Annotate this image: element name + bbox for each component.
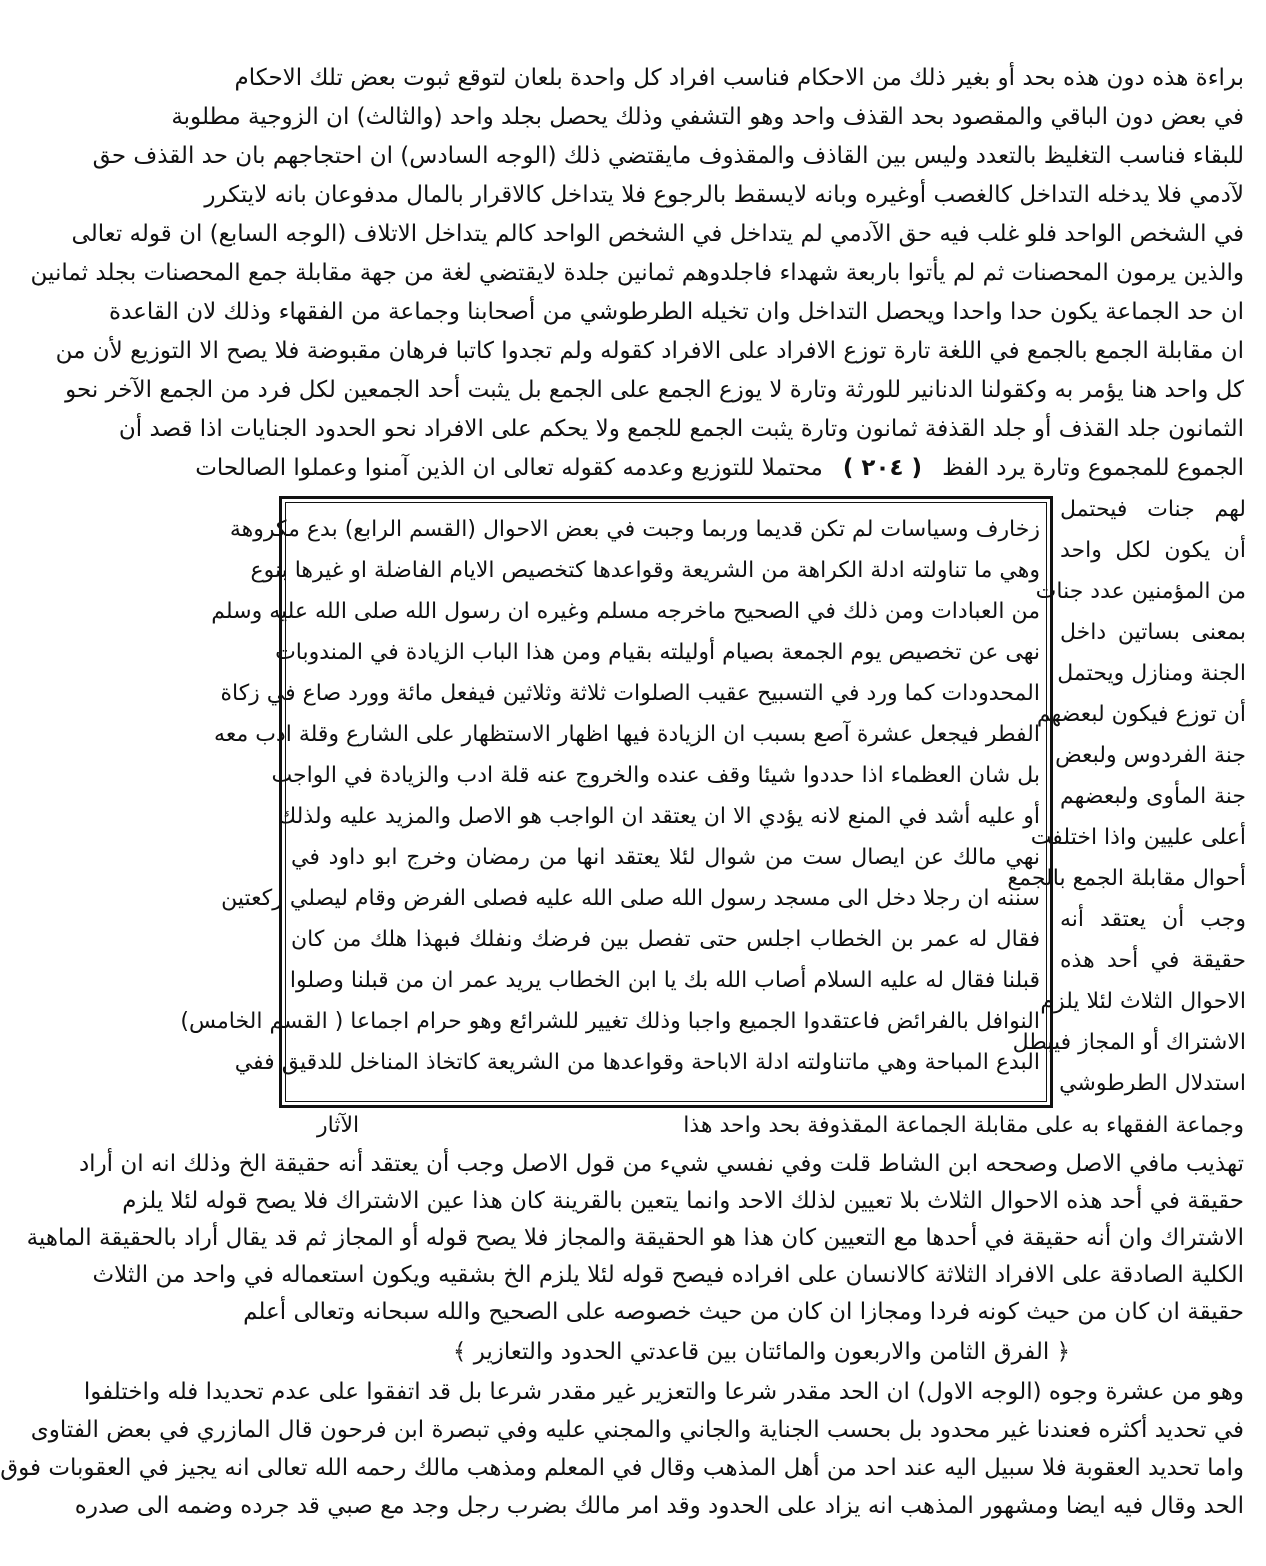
box-line: أو عليه أشد في المنع لانه يؤدي الا ان يعتقد ان الواجب هو الاصل والمزيد عليه ولذلك xyxy=(278,804,1040,829)
side-line: أعلى عليين واذا اختلفت xyxy=(1030,825,1246,850)
side-line: استدلال الطرطوشي xyxy=(1059,1071,1246,1096)
text-line: حقيقة في أحد هذه الاحوال الثلاث بلا تعيين لذلك الاحد وانما يتعين بالقرينة كان هذا عين الاشتراك فلا يصح قوله لئلا يلزم xyxy=(122,1188,1244,1214)
text-line: الثمانون جلد القذف أو جلد القذفة ثمانون وتارة يثبت الجمع للجمع ولا يحكم على الافراد نحو الحدود الجنايات اذا قصد أن xyxy=(118,416,1244,442)
side-line: حقيقة في أحد هذه xyxy=(1060,948,1246,973)
box-line: النوافل بالفرائض فاعتقدوا الجميع واجبا وذلك تغيير للشرائع وهو حرام اجماعا ( القسم الخامس) xyxy=(180,1009,1040,1034)
text-line: في الشخص الواحد فلو غلب فيه حق الآدمي لم يتداخل في الشخص الواحد كالم يتداخل الاتلاف (الوجه السابع) ان قوله تعالى xyxy=(71,221,1244,247)
side-line: من المؤمنين عدد جنات xyxy=(1035,579,1246,604)
continuation-word: الآثار xyxy=(317,1113,360,1138)
side-line: أحوال مقابلة الجمع بالجمع xyxy=(1007,866,1246,891)
side-line: الجنة ومنازل ويحتمل xyxy=(1057,661,1246,686)
text-line: لآدمي فلا يدخله التداخل كالغصب أوغيره وبانه لايسقط بالرجوع فلا يتداخل كالاقرار بالمال مدفوعان بانه لايتكرر xyxy=(204,182,1244,208)
box-line: الفطر فيجعل عشرة آصع بسبب ان الزيادة فيها اظهار الاستظهار على الشارع وقلة ادب معه xyxy=(214,722,1040,747)
side-line: أن يكون لكل واحد xyxy=(1060,538,1246,563)
box-line: نهي مالك عن ايصال ست من شوال لئلا يعتقد انها من رمضان وخرج ابو داود في xyxy=(291,845,1040,870)
text-line: الكلية الصادقة على الافراد الثلاثة كالانسان على افراده فيصح قوله لئلا يلزم الخ بشقيه ويكون استعماله في واحد من الثلاث xyxy=(92,1262,1244,1288)
text-line: تهذيب مافي الاصل وصححه ابن الشاط قلت وفي نفسي شيء من قول الاصل وجب أن يعتقد أنه حقيقة الخ وذلك انه ان أراد xyxy=(78,1151,1244,1177)
text-line: وهو من عشرة وجوه (الوجه الاول) ان الحد مقدر شرعا والتعزير غير مقدر شرعا بل قد اتفقوا على عدم تحديدا فله واختلفوا xyxy=(83,1379,1244,1405)
section-heading: ﴿ الفرق الثامن والاربعون والمائتان بين قاعدتي الحدود والتعازير ﴾ xyxy=(452,1339,1071,1365)
text-line: في تحديد أكثره فعندنا غير محدود بل بحسب الجناية والجاني والمجني عليه وفي تبصرة ابن فرحون قال المازري في بعض الفتاوى xyxy=(30,1417,1244,1443)
text-segment: الجموع للمجموع وتارة يرد الفظ xyxy=(942,455,1244,481)
text-line: والذين يرمون المحصنات ثم لم يأتوا باربعة شهداء فاجلدوهم ثمانين جلدة لايقتضي لغة من جهة مقابلة جمع المحصنات بجلد ثمانين xyxy=(30,260,1244,286)
text-line: ان حد الجماعة يكون حدا واحدا ويحصل التداخل وان تخيله الطرطوشي من أصحابنا وجماعة من الفقهاء وذلك لان القاعدة xyxy=(109,299,1244,325)
box-line: البدع المباحة وهي ماتناولته ادلة الاباحة وقواعدها من الشريعة كاتخاذ المناخل للدقيق ففي xyxy=(234,1050,1040,1075)
side-line: الاحوال الثلاث لئلا يلزم xyxy=(1040,989,1246,1014)
side-line: لهم جنات فيحتمل xyxy=(1060,497,1246,522)
side-line: أن توزع فيكون لبعضهم xyxy=(1036,702,1246,727)
box-line: زخارف وسياسات لم تكن قديما وربما وجبت في بعض الاحوال (القسم الرابع) بدع مكروهة xyxy=(229,517,1040,542)
text-line: براءة هذه دون هذه بحد أو بغير ذلك من الاحكام فناسب افراد كل واحدة بلعان لتوقع ثبوت بعض تلك الاحكام xyxy=(234,65,1244,91)
box-line: فقال له عمر بن الخطاب اجلس حتى تفصل بين فرضك ونفلك فبهذا هلك من كان xyxy=(291,927,1040,952)
text-line: الاشتراك وان أنه حقيقة في أحدها مع التعيين كان هذا هو الحقيقة والمجاز فلا يصح قوله أو المجاز ثم قد يقال أراد بالحقيقة الماهية xyxy=(26,1225,1244,1251)
text-line: واما تحديد العقوبة فلا سبيل اليه عند احد من أهل المذهب وقال في المعلم ومذهب مالك رحمه الله تعالى انه يجيز في العقوبات فوق xyxy=(0,1455,1244,1481)
box-line: وهي ما تناولته ادلة الكراهة من الشريعة وقواعدها كتخصيص الايام الفاضلة او غيرها بنوع xyxy=(250,558,1040,583)
text-line: في بعض دون الباقي والمقصود بحد القذف واحد وهو التشفي وذلك يحصل بجلد واحد (والثالث) ان الزوجية مطلوبة xyxy=(171,104,1244,130)
box-line: سننه ان رجلا دخل الى مسجد رسول الله صلى الله عليه فصلى الفرض وقام ليصلي ركعتين xyxy=(221,886,1040,911)
box-line: من العبادات ومن ذلك في الصحيح ماخرجه مسلم وغيره ان رسول الله صلى الله عليه وسلم xyxy=(211,599,1040,624)
box-line: بل شان العظماء اذا حددوا شيئا وقف عنده والخروج عنه قلة ادب والزيادة في الواجب xyxy=(271,763,1040,788)
text-line-with-page-number xyxy=(195,450,1244,486)
continuation-line: وجماعة الفقهاء به على مقابلة الجماعة المقذوفة بحد واحد هذا xyxy=(683,1113,1244,1138)
box-line: نهى عن تخصيص يوم الجمعة بصيام أوليلته بقيام ومن هذا الباب الزيادة في المندوبات xyxy=(275,640,1040,665)
text-line: كل واحد هنا يؤمر به وكقولنا الدنانير للورثة وتارة لا يوزع الجمع على الجمع بل يثبت أحد الجمعين لكل فرد من الجمع الآخر نحو xyxy=(65,377,1244,403)
box-line: قبلنا فقال له عليه السلام أصاب الله بك يا ابن الخطاب يريد عمر ان من قبلنا وصلوا xyxy=(289,968,1040,993)
side-line: بمعنى بساتين داخل xyxy=(1060,620,1246,645)
text-line: حقيقة ان كان من حيث كونه فردا ومجازا ان كان من حيث خصوصه على الصحيح والله سبحانه وتعالى أعلم xyxy=(243,1299,1244,1325)
text-segment: محتملا للتوزيع وعدمه كقوله تعالى ان الذين آمنوا وعملوا الصالحات xyxy=(195,455,823,481)
text-line: ان مقابلة الجمع بالجمع في اللغة تارة توزع الافراد على الافراد كقوله ولم تجدوا كاتبا فرهان مقبوضة فلا يصح الا التوزيع لأن من xyxy=(55,338,1244,364)
page-number: ( ٢٠٤ ) xyxy=(842,455,923,481)
text-line: الحد وقال فيه ايضا ومشهور المذهب انه يزاد على الحدود وقد امر مالك بضرب رجل وجد مع صبي قد جرده وضمه الى صدره xyxy=(74,1493,1244,1519)
text-line: للبقاء فناسب التغليظ بالتعدد وليس بين القاذف والمقذوف مايقتضي ذلك (الوجه السادس) ان احتجاجهم بان حد القذف حق xyxy=(92,143,1244,169)
box-line: المحدودات كما ورد في التسبيح عقيب الصلوات ثلاثة وثلاثين فيفعل مائة وورد صاع في زكاة xyxy=(220,681,1040,706)
side-line: الاشتراك أو المجاز فيبطل xyxy=(1012,1030,1246,1055)
side-line: وجب أن يعتقد أنه xyxy=(1060,907,1246,932)
side-line: جنة الفردوس ولبعض xyxy=(1055,743,1246,768)
side-line: جنة المأوى ولبعضهم xyxy=(1060,784,1246,809)
